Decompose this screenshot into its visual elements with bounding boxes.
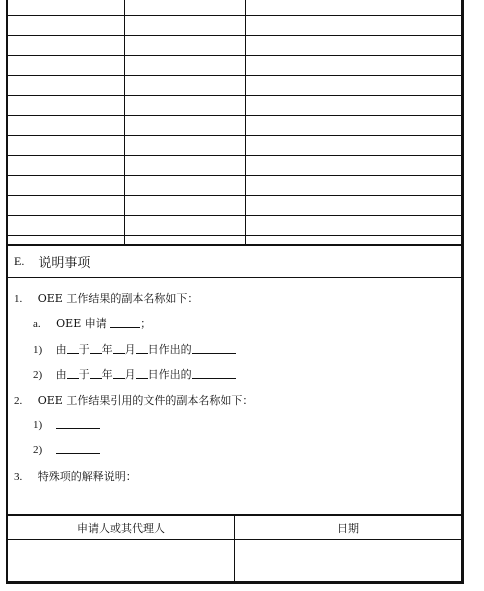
grid-cell[interactable]	[246, 176, 461, 195]
year-blank[interactable]	[90, 368, 102, 379]
item-3	[14, 468, 137, 484]
grid-cell[interactable]	[125, 136, 246, 155]
item-text: 日作出的	[147, 343, 192, 356]
table-row	[8, 56, 461, 76]
document-blank[interactable]	[192, 343, 236, 354]
table-row	[8, 226, 461, 246]
grid-cell[interactable]	[125, 196, 246, 215]
grid-cell[interactable]	[246, 226, 461, 246]
item-text: OEE 工作结果的副本名称如下：	[37, 292, 199, 305]
grid-cell[interactable]	[8, 226, 125, 246]
grid-cell[interactable]	[8, 176, 125, 195]
grid-cell[interactable]	[8, 16, 125, 35]
grid-cell[interactable]	[125, 76, 246, 95]
table-row	[8, 36, 461, 56]
table-row	[8, 16, 461, 36]
section-letter: E.	[14, 254, 25, 268]
grid-cell[interactable]	[125, 226, 246, 246]
month-blank[interactable]	[113, 343, 125, 354]
item-text: 于	[78, 368, 90, 381]
item-2	[14, 392, 253, 408]
item-text: 日作出的	[147, 368, 192, 381]
item-number: 2)	[33, 444, 43, 456]
item-text: 年	[101, 343, 113, 356]
grid-cell[interactable]	[125, 96, 246, 115]
table-row	[8, 96, 461, 116]
grid-cell[interactable]	[125, 36, 246, 55]
item-text: 特殊项的解释说明：	[37, 470, 137, 483]
grid-cell[interactable]	[8, 0, 125, 15]
grid-cell[interactable]	[125, 176, 246, 195]
table-row	[8, 136, 461, 156]
section-title: 说明事项	[38, 256, 91, 271]
item-text: 由	[55, 343, 67, 356]
item-1	[14, 290, 198, 306]
item-number: 1)	[33, 419, 43, 431]
grid-cell[interactable]	[246, 36, 461, 55]
cited-document-blank[interactable]	[56, 418, 100, 429]
grid-cell[interactable]	[125, 16, 246, 35]
item-number: 3.	[14, 471, 23, 483]
applicant-header: 申请人或其代理人	[8, 516, 235, 539]
grid-cell[interactable]	[246, 76, 461, 95]
grid-cell[interactable]	[8, 36, 125, 55]
item-text: 月	[124, 343, 136, 356]
item-text: 年	[101, 368, 113, 381]
item-text: OEE 工作结果引用的文件的副本名称如下：	[37, 394, 254, 407]
item-text: OEE 申请	[56, 317, 107, 330]
section-e-header	[8, 246, 461, 278]
item-1-2	[33, 366, 236, 382]
year-blank[interactable]	[90, 343, 102, 354]
grid-cell[interactable]	[246, 96, 461, 115]
item-number: 1)	[33, 344, 43, 356]
grid-cell[interactable]	[8, 156, 125, 175]
issuer-blank[interactable]	[67, 343, 79, 354]
table-row	[8, 156, 461, 176]
grid-cell[interactable]	[8, 136, 125, 155]
grid-cell[interactable]	[246, 0, 461, 15]
item-number: a.	[33, 318, 41, 330]
issuer-blank[interactable]	[67, 368, 79, 379]
grid-cell[interactable]	[8, 116, 125, 135]
item-suffix: ；	[140, 317, 152, 330]
grid-cell[interactable]	[246, 16, 461, 35]
grid-cell[interactable]	[246, 136, 461, 155]
table-row	[8, 196, 461, 216]
item-text: 月	[124, 368, 136, 381]
item-1-1	[33, 341, 236, 357]
date-field[interactable]	[235, 540, 461, 583]
item-2-1	[33, 418, 100, 431]
item-number: 1.	[14, 293, 23, 305]
application-name-blank[interactable]	[110, 317, 140, 328]
document-blank[interactable]	[192, 368, 236, 379]
table-row	[8, 76, 461, 96]
grid-cell[interactable]	[8, 96, 125, 115]
grid-cell[interactable]	[246, 116, 461, 135]
item-text: 由	[55, 368, 67, 381]
table-row	[8, 0, 461, 16]
grid-cell[interactable]	[8, 76, 125, 95]
grid-cell[interactable]	[8, 196, 125, 215]
grid-cell[interactable]	[246, 196, 461, 215]
grid-cell[interactable]	[246, 56, 461, 75]
day-blank[interactable]	[136, 368, 148, 379]
item-number: 2)	[33, 369, 43, 381]
application-form	[6, 0, 464, 584]
item-1a	[33, 315, 151, 331]
cited-document-blank[interactable]	[56, 443, 100, 454]
signature-table	[8, 514, 461, 581]
item-number: 2.	[14, 395, 23, 407]
grid-cell[interactable]	[125, 0, 246, 15]
grid-cell[interactable]	[246, 156, 461, 175]
item-text: 于	[78, 343, 90, 356]
table-row	[8, 176, 461, 196]
grid-cell[interactable]	[8, 56, 125, 75]
date-header: 日期	[337, 521, 359, 535]
applicant-signature-field[interactable]	[8, 540, 235, 583]
month-blank[interactable]	[113, 368, 125, 379]
grid-cell[interactable]	[125, 56, 246, 75]
grid-cell[interactable]	[125, 156, 246, 175]
grid-cell[interactable]	[125, 116, 246, 135]
entry-grid	[8, 0, 461, 246]
item-2-2	[33, 443, 100, 456]
table-row	[8, 116, 461, 136]
day-blank[interactable]	[136, 343, 148, 354]
signature-header	[8, 516, 461, 540]
